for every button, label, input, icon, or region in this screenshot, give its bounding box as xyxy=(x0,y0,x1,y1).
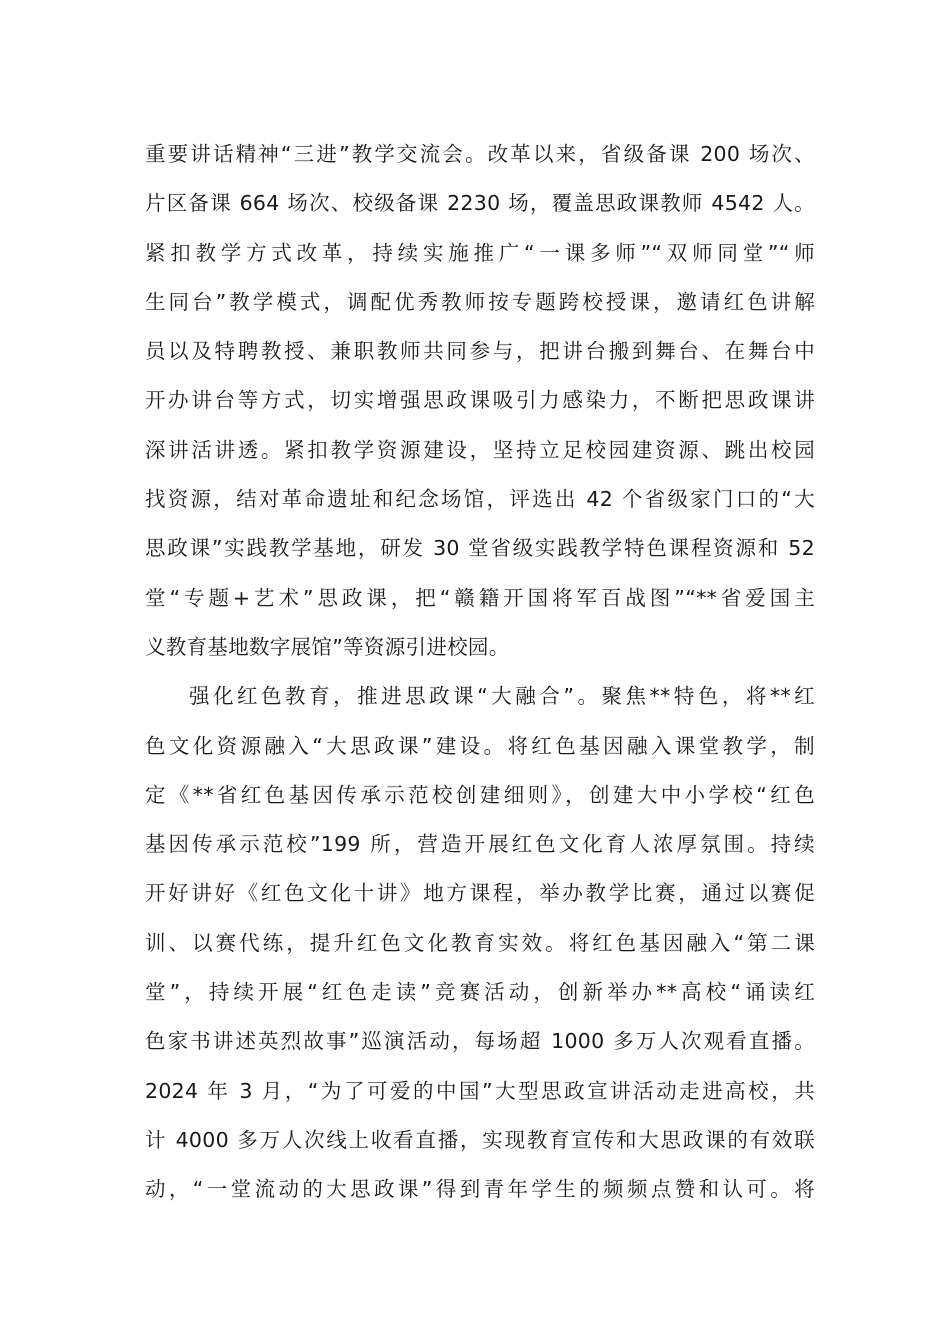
text-line: 找资源，结对革命遗址和纪念场馆，评选出 42 个省级家门口的“大 xyxy=(145,487,815,512)
text-line: 生同台”教学模式，调配优秀教师按专题跨校授课，邀请红色讲解 xyxy=(145,289,815,314)
text-line: 色文化资源融入“大思政课”建设。将红色基因融入课堂教学，制 xyxy=(145,733,815,758)
text-line: 深讲活讲透。紧扣教学资源建设，坚持立足校园建资源、跳出校园 xyxy=(145,437,815,462)
text-line: 训、以赛代练，提升红色文化教育实效。将红色基因融入“第二课 xyxy=(145,930,815,955)
text-line: 开好讲好《红色文化十讲》地方课程，举办教学比赛，通过以赛促 xyxy=(145,881,815,906)
text-line: 计 4000 多万人次线上收看直播，实现教育宣传和大思政课的有效联 xyxy=(145,1127,815,1152)
text-line: 定《**省红色基因传承示范校创建细则》，创建大中小学校“红色 xyxy=(145,782,815,807)
text-line: 色家书讲述英烈故事”巡演活动，每场超 1000 多万人次观看直播。 xyxy=(145,1029,815,1054)
text-line: 重要讲话精神“三进”教学交流会。改革以来，省级备课 200 场次、 xyxy=(145,142,815,166)
text-line: 基因传承示范校”199 所，营造开展红色文化育人浓厚氛围。持续 xyxy=(145,832,815,857)
text-line: 员以及特聘教授、兼职教师共同参与，把讲台搬到舞台、在舞台中 xyxy=(145,339,815,364)
paragraph-start-line: 强化红色教育，推进思政课“大融合”。聚焦**特色，将**红 xyxy=(189,684,815,709)
text-line: 动，“一堂流动的大思政课”得到青年学生的频频点赞和认可。将 xyxy=(145,1177,815,1202)
text-line: 堂”，持续开展“红色走读”竞赛活动，创新举办**高校“诵读红 xyxy=(145,980,815,1005)
text-line: 紧扣教学方式改革，持续实施推广“一课多师”“双师同堂”“师 xyxy=(145,240,815,265)
text-line: 义教育基地数字展馆”等资源引进校园。 xyxy=(145,634,510,659)
text-line: 2024 年 3 月，“为了可爱的中国”大型思政宣讲活动走进高校，共 xyxy=(145,1078,815,1103)
body-text xyxy=(145,130,815,1215)
text-line: 堂“专题+艺术”思政课，把“赣籍开国将军百战图”“**省爱国主 xyxy=(145,585,815,610)
text-line: 思政课”实践教学基地，研发 30 堂省级实践教学特色课程资源和 52 xyxy=(145,536,815,561)
text-line: 开办讲台等方式，切实增强思政课吸引力感染力，不断把思政课讲 xyxy=(145,388,815,413)
text-line: 片区备课 664 场次、校级备课 2230 场，覆盖思政课教师 4542 人。 xyxy=(145,191,815,216)
